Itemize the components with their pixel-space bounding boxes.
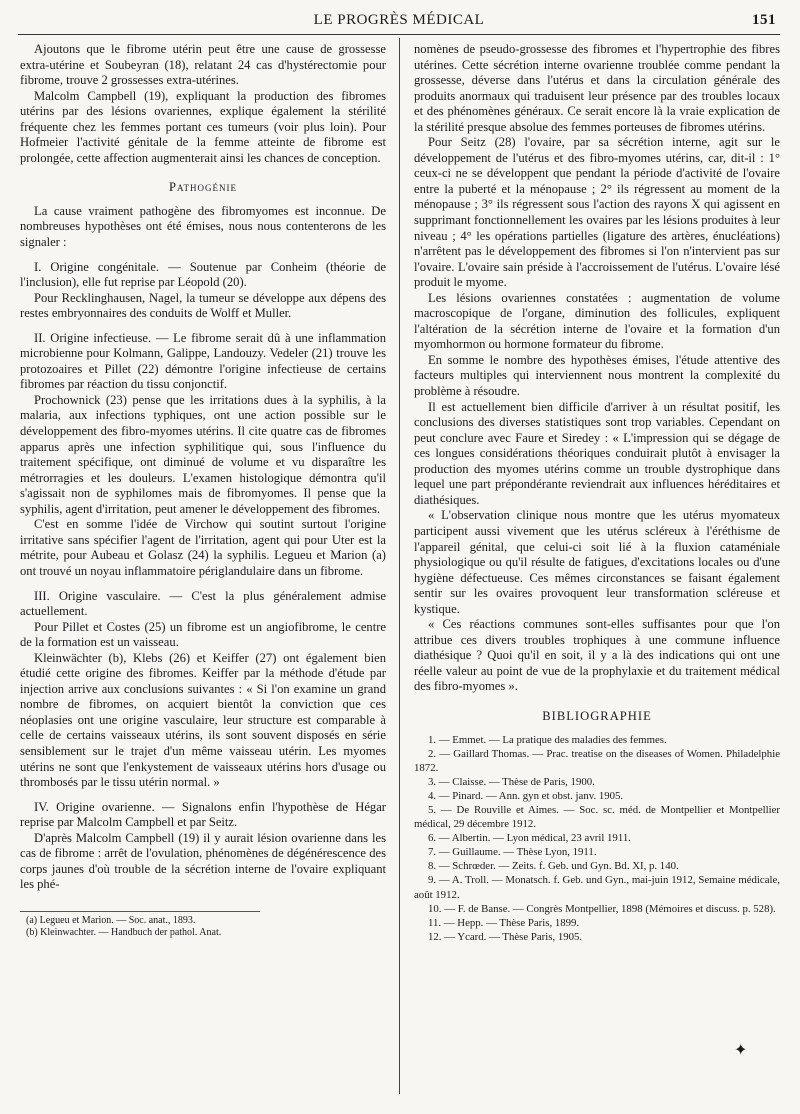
bibliography-entry: 2. — Gaillard Thomas. — Prac. treatise on the diseases of Women. Philadelphie 1872. <box>414 747 780 774</box>
paragraph: IV. Origine ovarienne. — Signalons enfin l'hypothèse de Hégar reprise par Malcolm Campbell et par Seitz. <box>20 799 386 830</box>
right-column <box>414 42 780 944</box>
page-number: 151 <box>752 12 776 28</box>
footnotes <box>20 911 260 940</box>
paragraph: Il est actuellement bien difficile d'arriver à un résultat positif, les conclusions des diverses statistiques sont trop variables. Cependant on peut conclure avec Faure et Siredey : « L'impression qui se dégage de ces longues considérations théoriques conduirait plutôt à envisager la production des myomes utérins comme un trouble dystrophique dans lequel une part prépondérante reviendrait aux influences héréditaires et diathésiques. <box>414 399 780 507</box>
bibliography-entry: 8. — Schrœder. — Zeits. f. Geb. und Gyn. Bd. XI, p. 140. <box>428 860 679 873</box>
paragraph: Pour Recklinghausen, Nagel, la tumeur se développe aux dépens des restes embryonnaires des conduits de Wolff et Muller. <box>20 290 386 321</box>
running-header <box>18 8 780 35</box>
paragraph: Ajoutons que le fibrome utérin peut être une cause de grossesse extra-utérine et Soubeyran (18), relatant 24 cas d'hystérectomie pour fibrome, trouve 2 grossesses extra-utérines. <box>20 42 386 88</box>
footnote: (b) Kleinwachter. — Handbuch der pathol. Anat. <box>26 927 222 939</box>
paragraph: II. Origine infectieuse. — Le fibrome serait dû à une inflammation microbienne pour Kolmann, Galippe, Landouzy. Vedeler (21) trouve les protozoaires et Pillet (22) démontre l'origine infectieuse de certains fibromes par réaction du tissu conjonctif. <box>20 330 386 392</box>
bibliography-entry: 5. — De Rouville et Aimes. — Soc. sc. méd. de Montpellier et Montpellier médical, 29 décembre 1912. <box>414 803 780 831</box>
footnote: (a) Legueu et Marion. — Soc. anat., 1893. <box>26 914 196 926</box>
bibliography-heading: BIBLIOGRAPHIE <box>542 708 652 723</box>
paragraph: Les lésions ovariennes constatées : augmentation de volume macroscopique de l'organe, diminution des follicules, expliquent l'altération de la sécrétion interne de l'ovaire et la formation d'un myomhormon ou hormone formateur du fibrome. <box>414 290 780 352</box>
bibliography-entry: 6. — Albertin. — Lyon médical, 23 avril 1911. <box>428 832 631 845</box>
paragraph: Pour Pillet et Costes (25) un fibrome est un angiofibrome, le centre de la formation est un vaisseau. <box>20 619 386 650</box>
paragraph: I. Origine congénitale. — Soutenue par Conheim (théorie de l'inclusion), elle fut reprise par Léopold (20). <box>20 259 386 290</box>
bibliography-entry: 4. — Pinard. — Ann. gyn et obst. janv. 1905. <box>428 789 624 802</box>
bibliography-entry: 11. — Hepp. — Thèse Paris, 1899. <box>428 916 580 929</box>
paragraph: nomènes de pseudo-grossesse des fibromes et l'hypertrophie des fibres utérines. Cette sécrétion interne ovarienne troublée comme pendant la grossesse, déverse dans l'utérus et dans la circulation générale des produits anormaux qui traduisent leur présence par des troubles locaux et des phénomènes généraux. Ce serait encore là la vraie explication de la stérilité presque absolue des femmes porteuses de fibromes utérins. <box>414 42 780 134</box>
ornament-icon: ✦ <box>734 1042 748 1059</box>
paragraph: C'est en somme l'idée de Virchow qui soutint surtout l'origine irritative sans spécifier l'agent de l'irritation, agent qui pour Uter est la métrite, pour Aubeau et Golasz (24) la syphilis. Legueu et Marion (a) ont trouvé un noyau inflammatoire périglandulaire dans un fibrome. <box>20 517 386 578</box>
paragraph: Kleinwächter (b), Klebs (26) et Keiffer (27) ont également bien étudié cette origine des fibromes. Keiffer par la méthode d'étude par injection arrive aux conclusions suivantes : « Si l'on examine un grand nombre de fibromes, on acquiert bientôt la conviction que ces néoplasies ont une origine vasculaire, leur structure est comparable à celle de certains vaisseaux utérins, ils sont souvent disposés en série sensiblement sur le trajet d'un même vaisseau utérin. Les myomes utérins ne sont que l'enkystement de vaisseaux utérins hors d'usage ou thrombosés par le tissu utérin normal. » <box>20 650 386 790</box>
paragraph: D'après Malcolm Campbell (19) il y aurait lésion ovarienne dans les cas de fibrome : arrêt de l'ovulation, phénomènes de dégénérescence des corps jaunes d'où trouble de la sécrétion interne de l'ovaire expliquant les phé- <box>20 830 386 892</box>
bibliography-entry: 9. — A. Troll. — Monatsch. f. Geb. und Gyn., mai-juin 1912, Semaine médicale, août 1912. <box>414 874 780 901</box>
paragraph: Malcolm Campbell (19), expliquant la production des fibromes utérins par des lésions ovariennes, explique également la stérilité fréquente chez les femmes portant ces tumeurs (voir plus loin). Pour Hofmeier l'activité génitale de la femme atteinte de fibrome est prolongée, cette affection augmenterait ainsi les chances de conception. <box>20 88 386 165</box>
bibliography-entry: 3. — Claisse. — Thèse de Paris, 1900. <box>428 775 595 788</box>
journal-title: LE PROGRÈS MÉDICAL <box>313 12 485 28</box>
paragraph: La cause vraiment pathogène des fibromyomes est inconnue. De nombreuses hypothèses ont été émises, nous nous contenterons de les signaler : <box>20 203 386 250</box>
bibliography-entry: 10. — F. de Banse. — Congrès Montpellier, 1898 (Mémoires et discuss. p. 528). <box>428 902 776 915</box>
bibliography-entry: 1. — Emmet. — La pratique des maladies des femmes. <box>428 733 667 746</box>
paragraph: « Ces réactions communes sont-elles suffisantes pour que l'on attribue ces divers troubles trophiques à une commune influence diathésique ? Quoi qu'il en soit, il y a là des indications qui ont une réelle valeur au point de vue de la prophylaxie et du traitement médical des fibro-myomes ». <box>414 617 780 694</box>
column-divider <box>399 38 400 1094</box>
paragraph: En somme le nombre des hypothèses émises, l'étude attentive des facteurs multiples qui interviennent nous montrent la complexité du problème à résoudre. <box>414 352 780 399</box>
paragraph: III. Origine vasculaire. — C'est la plus généralement admise actuellement. <box>20 588 386 619</box>
paragraph: Prochownick (23) pense que les irritations dues à la syphilis, à la malaria, aux infections typhiques, ont une action possible sur le développement des fibro-myomes utérins. Il cite quatre cas de fibromes apparus après une infection syphilitique qui, sous l'influence du traitement spécifique, ont diminué de volume et vu disparaître les métrorragies et les douleurs. L'examen histologique démontra qu'il s'agissait non de syphilomes mais de fibromyomes. Il pense que la syphilis, agent d'irritation, peut amener le développement des fibromes. <box>20 392 386 516</box>
paragraph: « L'observation clinique nous montre que les utérus myomateux participent aussi vivement que les utérus scléreux à l'éréthisme de l'appareil génital, que celui-ci soit lié à la fluxion cataméniale physiologique ou qu'il résulte de fatigues, d'excitations locales ou d'une hygiène défectueuse. Ces mêmes circonstances se faisant également sentir sur les ovaires provoquent leur transformation scléreuse et kystique. <box>414 508 780 616</box>
left-column <box>20 42 386 940</box>
paragraph: Pour Seitz (28) l'ovaire, par sa sécrétion interne, agit sur le développement de l'utérus et des fibro-myomes utérins, car, dit-il : 1° ceux-ci ne se développent que pendant la période d'activité de l'ovaire entre la puberté et la ménopause ; 2° ils régressent au moment de la ménopause ; 3° ils régressent sous l'action des rayons X qui agissent en supprimant fonctionnellement les ovaires par les lésions produites à leur niveau ; 4° les opérations partielles (ligature des artères, énucléations) n'arrêtent pas le développement des fibromes si l'on n'intervient pas sur l'ovaire. L'ovaire sain préside à l'accroissement de l'utérus. L'ovaire lésé produit le myome. <box>414 135 780 290</box>
section-heading: Pathogénie <box>169 180 237 195</box>
bibliography-list <box>414 733 780 944</box>
bibliography-entry: 12. — Ycard. — Thèse Paris, 1905. <box>428 930 583 943</box>
bibliography-entry: 7. — Guillaume. — Thèse Lyon, 1911. <box>428 846 597 859</box>
